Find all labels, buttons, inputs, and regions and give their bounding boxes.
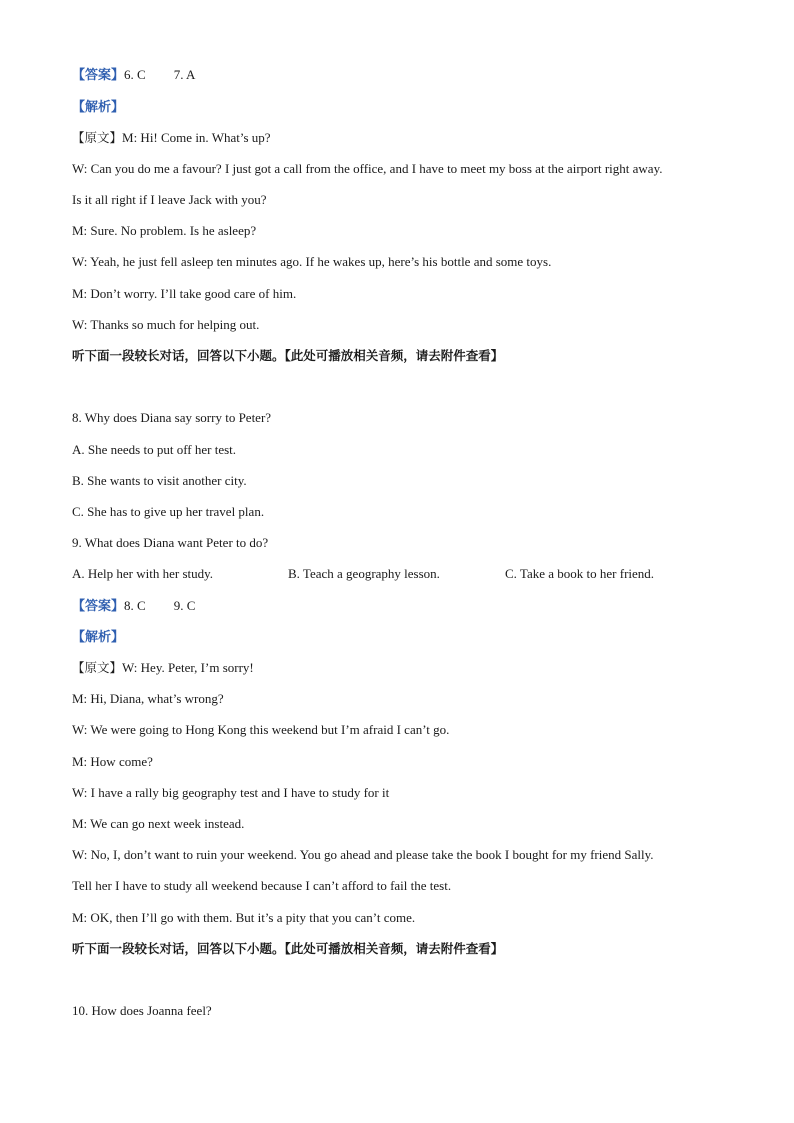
dialogue-line: M: Hi, Diana, what’s wrong? [72,691,224,706]
answer-tag: 【答案】 [72,599,125,614]
analysis-heading-1 [72,98,732,117]
question-10: 10. How does Joanna feel? [72,1003,212,1018]
transcript-line [72,659,732,677]
question-8: 8. Why does Diana say sorry to Peter? [72,410,272,425]
transcript-tag: 【原文】 [72,660,123,675]
answer-tag: 【答案】 [72,68,125,83]
analysis-tag: 【解析】 [72,630,125,645]
listening-instruction: 听下面一段较长对话，回答以下小题。【此处可播放相关音频，请去附件查看】 [72,941,504,956]
dialogue-text: W: Hey. Peter, I’m sorry! [122,660,254,675]
dialogue-text: M: Hi! Come in. What’s up? [122,130,271,145]
dialogue-line: W: We were going to Hong Kong this weekend but I’m afraid I can’t go. [72,722,450,737]
dialogue-line: M: How come? [72,754,153,769]
answer-value: 9. C [173,598,196,613]
dialogue-line: M: OK, then I’ll go with them. But it’s a pity that you can’t come. [72,910,416,925]
answer-value: 8. C [124,598,146,613]
option-8a: A. She needs to put off her test. [72,442,237,457]
transcript-line [72,129,732,147]
dialogue-line: M: Don’t worry. I’ll take good care of him. [72,286,297,301]
analysis-tag: 【解析】 [72,100,125,115]
dialogue-line: M: Sure. No problem. Is he asleep? [72,223,257,238]
dialogue-line: Is it all right if I leave Jack with you? [72,192,267,207]
answer-value: 7. A [173,67,196,82]
dialogue-line: W: Can you do me a favour? I just got a call from the office, and I have to meet my boss at the airport right away. [72,161,663,176]
option-9a: A. Help her with her study. [72,566,214,581]
option-8b: B. She wants to visit another city. [72,473,247,488]
option-8c: C. She has to give up her travel plan. [72,504,265,519]
dialogue-line: M: We can go next week instead. [72,816,245,831]
dialogue-line: W: Thanks so much for helping out. [72,317,260,332]
dialogue-line: W: No, I, don’t want to ruin your weekend. You go ahead and please take the book I bought for my friend Sally. [72,847,654,862]
dialogue-line: Tell her I have to study all weekend because I can’t afford to fail the test. [72,878,452,893]
listening-instruction: 听下面一段较长对话，回答以下小题。【此处可播放相关音频，请去附件查看】 [72,348,504,363]
answer-line-2 [72,597,732,616]
answer-value: 6. C [124,67,146,82]
dialogue-line: W: I have a rally big geography test and I have to study for it [72,785,390,800]
option-9c: C. Take a book to her friend. [505,566,655,581]
question-9: 9. What does Diana want Peter to do? [72,535,269,550]
dialogue-line: W: Yeah, he just fell asleep ten minutes ago. If he wakes up, here’s his bottle and some toys. [72,254,552,269]
transcript-tag: 【原文】 [72,130,123,145]
option-9b: B. Teach a geography lesson. [288,566,440,581]
answer-line-1 [72,66,732,85]
analysis-heading-2 [72,628,732,647]
